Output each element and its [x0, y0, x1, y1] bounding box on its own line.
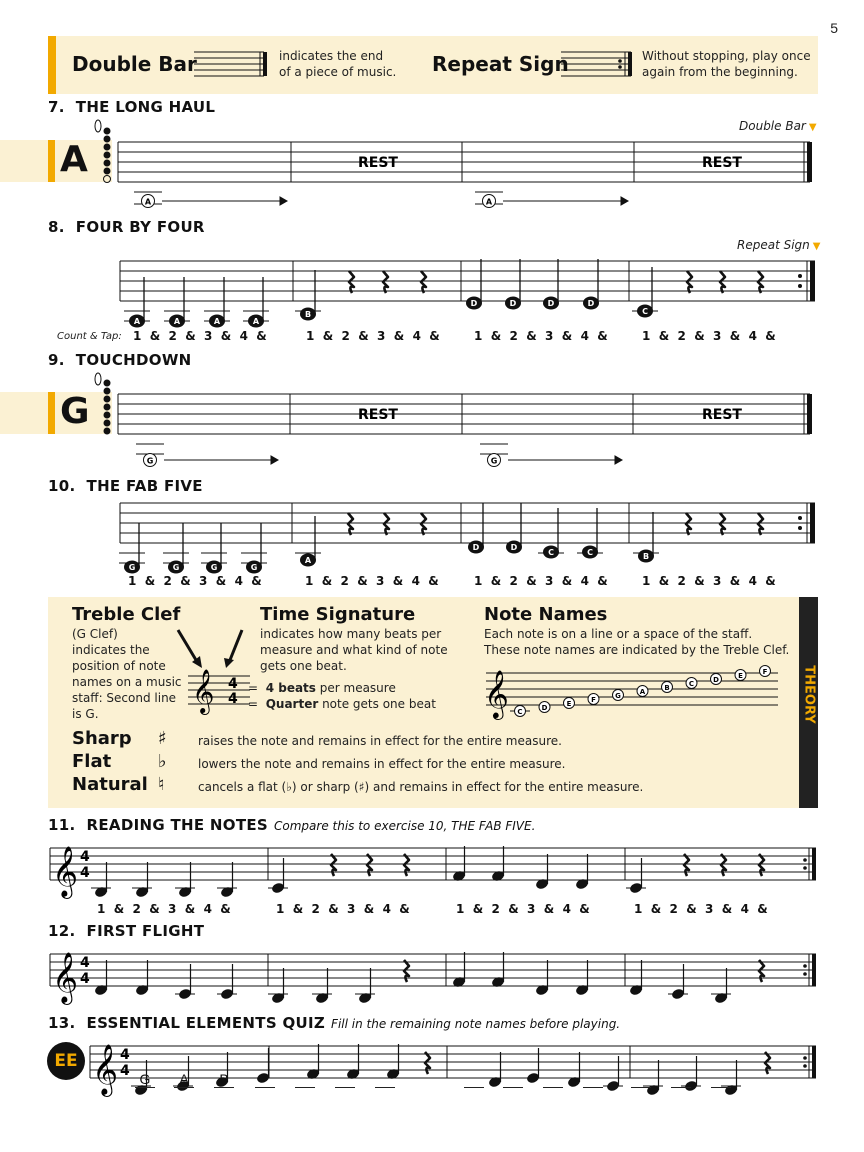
ex12svg-time-top: 4	[80, 955, 90, 971]
ex8-rest-5	[720, 271, 725, 293]
note-names-text: Each note is on a line or a space of the staff. These note names are indicated by the Treble Clef.	[484, 627, 790, 657]
quiz-blank-8[interactable]	[583, 1071, 603, 1088]
quiz-blank-6[interactable]	[503, 1071, 523, 1088]
ex8-note-7	[505, 259, 521, 310]
ex11svg-rest-2	[367, 854, 372, 876]
double-bar-marker: Double Bar ▼	[739, 119, 817, 133]
note-name-6	[637, 686, 648, 697]
ex8-rest-2	[383, 271, 388, 293]
svg-text:B: B	[304, 310, 312, 319]
note-names-heading: Note Names	[484, 604, 608, 625]
sharp-icon: ♯	[158, 728, 167, 749]
ex8-note-8	[543, 259, 559, 310]
exercise-8-staff	[110, 255, 820, 335]
ex12svg-clef-icon: 𝄞	[52, 952, 79, 1003]
ex11svg-note-10	[626, 858, 646, 894]
time-signature-text: indicates how many beats per measure and what kind of note gets one beat.	[260, 627, 448, 673]
ex12svg-note-13	[668, 964, 688, 1000]
ex9-rest-1: REST	[358, 407, 398, 423]
ex8-count-1: 1 & 2 & 3 & 4 &	[133, 329, 267, 343]
ex10-rest-6	[758, 513, 763, 535]
svg-text:A: A	[304, 556, 312, 565]
repeat-sign-marker: Repeat Sign ▼	[737, 238, 821, 252]
ex8-note-9	[583, 259, 599, 310]
ex7-accent	[48, 140, 55, 182]
svg-text:E: E	[566, 699, 572, 708]
svg-text:C: C	[548, 548, 554, 557]
ex13svg-note-9	[526, 1048, 540, 1084]
ex11svg-rest-6	[759, 854, 764, 876]
svg-text:D: D	[713, 675, 719, 684]
ex12svg-rest-2	[759, 960, 764, 982]
natural-label: Natural	[72, 774, 148, 795]
quiz-blank-1[interactable]	[255, 1071, 275, 1088]
ex11svg-time-top: 4	[80, 849, 90, 865]
ex11svg-clef-icon: 𝄞	[52, 846, 79, 897]
ex11-count-3: 1 & 2 & 3 & 4 &	[456, 902, 590, 916]
ex8-count-2: 1 & 2 & 3 & 4 &	[306, 329, 440, 343]
ex12svg-note-4	[217, 964, 237, 1000]
ex12svg-note-3	[175, 964, 195, 1000]
ex10-note-5	[295, 516, 321, 567]
ex8-rest-4	[687, 271, 692, 293]
flat-icon: ♭	[158, 751, 167, 772]
ex8-note-4	[243, 277, 269, 328]
svg-text:D: D	[470, 299, 478, 308]
svg-text:A: A	[639, 687, 646, 696]
svg-text:D: D	[472, 543, 480, 552]
ex7-rest-2: REST	[702, 155, 742, 171]
svg-text:G: G	[172, 563, 180, 572]
ex8-note-2	[164, 277, 190, 328]
ex11svg-rest-4	[684, 854, 689, 876]
svg-text:A: A	[213, 317, 221, 326]
svg-text:C: C	[642, 307, 648, 316]
quiz-blank-9[interactable]	[631, 1071, 651, 1088]
ex7-whole-note-2	[475, 192, 503, 208]
svg-text:G: G	[146, 456, 154, 466]
symbol-legend-bar	[48, 36, 818, 94]
fingering-chart	[95, 120, 111, 183]
ex10-count-2: 1 & 2 & 3 & 4 &	[305, 574, 439, 588]
note-names-clef-icon: 𝄞	[484, 669, 509, 718]
ex8-note-3	[204, 277, 230, 328]
note-name-3	[564, 698, 575, 709]
exercise-7-title: 7. THE LONG HAUL	[48, 98, 216, 116]
ex11svg-repeat-dot-1	[803, 858, 807, 862]
svg-text:A: A	[485, 197, 493, 207]
ex10-rest-5	[720, 513, 725, 535]
ex9-whole-note-1	[136, 444, 164, 467]
double-bar-symbol	[194, 50, 270, 80]
exercise-11-staff	[46, 838, 820, 900]
treble-clef-icon: 𝄞	[192, 669, 215, 713]
quiz-answer-3[interactable]: B	[214, 1071, 234, 1088]
sharp-label: Sharp	[72, 728, 132, 749]
ex13svg-time-bottom: 4	[120, 1063, 130, 1079]
time-signature-bottom-explain: = Quarter note gets one beat	[248, 697, 436, 711]
ex9-note-letter: G	[60, 391, 90, 432]
ex11svg-note-5	[268, 858, 288, 894]
treble-clef-text: (G Clef) indicates the position of note names on a music staff: Second line is G.	[72, 627, 182, 721]
note-name-7	[662, 682, 673, 693]
ex8-rest-1	[349, 271, 354, 293]
ex9-arrow-1	[164, 456, 278, 464]
ex7-arrow-1	[162, 197, 287, 205]
ex8-note-1	[124, 277, 150, 328]
double-bar-title: Double Bar	[72, 52, 197, 76]
time-signature-top-explain: = 4 beats per measure	[248, 681, 396, 695]
ex11-count-4: 1 & 2 & 3 & 4 &	[634, 902, 768, 916]
ex13svg-clef-icon: 𝄞	[92, 1044, 119, 1095]
ex10-note-10	[633, 512, 659, 563]
double-bar-description: indicates the end of a piece of music.	[279, 49, 397, 79]
svg-text:G: G	[128, 563, 136, 572]
theory-tab: THEORY	[799, 597, 818, 808]
svg-text:D: D	[547, 299, 555, 308]
svg-text:G: G	[250, 563, 258, 572]
exercise-8-title: 8. FOUR BY FOUR	[48, 218, 205, 236]
quiz-answer-1[interactable]: G	[135, 1071, 155, 1088]
note-name-8	[686, 678, 697, 689]
ex8-count-4: 1 & 2 & 3 & 4 &	[642, 329, 776, 343]
count-tap-label: Count & Tap:	[57, 331, 122, 342]
ex12svg-rest-1	[404, 960, 409, 982]
repeat-sign-title: Repeat Sign	[432, 52, 569, 76]
ex8-count-3: 1 & 2 & 3 & 4 &	[474, 329, 608, 343]
svg-text:G: G	[615, 691, 621, 700]
ex10-rest-2	[384, 513, 389, 535]
ex13svg-final-bar	[812, 1046, 816, 1078]
ex13svg-repeat-dot-1	[803, 1056, 807, 1060]
quiz-blank-10[interactable]	[671, 1071, 691, 1088]
ex8-note-10	[632, 267, 658, 318]
ex13svg-note-11	[603, 1056, 623, 1092]
ex11svg-time-bottom: 4	[80, 865, 90, 881]
quiz-blank-5[interactable]	[464, 1071, 484, 1088]
ex10-rest-4	[686, 513, 691, 535]
time-signature-heading: Time Signature	[260, 604, 416, 625]
ex7-rest-1: REST	[358, 155, 398, 171]
note-name-11	[760, 666, 771, 677]
svg-text:C: C	[517, 707, 523, 716]
ex10-note-4	[241, 523, 267, 574]
ex11svg-rest-1	[331, 854, 336, 876]
treble-clef-diagram	[170, 624, 250, 724]
quiz-blank-11[interactable]	[711, 1071, 731, 1088]
ex11-count-2: 1 & 2 & 3 & 4 &	[276, 902, 410, 916]
ex12svg-final-bar	[812, 954, 816, 986]
ex7-arrow-2	[503, 197, 628, 205]
time-sig-bottom: 4	[228, 691, 238, 707]
svg-text:G: G	[210, 563, 218, 572]
exercise-9-title: 9. TOUCHDOWN	[48, 351, 192, 369]
ex11svg-final-bar	[812, 848, 816, 880]
svg-text:C: C	[587, 548, 593, 557]
ex10-count-3: 1 & 2 & 3 & 4 &	[474, 574, 608, 588]
repeat-sign-description: Without stopping, play once again from the beginning.	[642, 49, 811, 79]
svg-text:G: G	[490, 456, 498, 466]
ex7-whole-note-1	[134, 192, 162, 208]
svg-text:F: F	[762, 667, 768, 676]
svg-text:A: A	[252, 317, 260, 326]
ex10-note-6	[468, 503, 484, 554]
svg-text:D: D	[509, 299, 517, 308]
ex10-count-1: 1 & 2 & 3 & 4 &	[128, 574, 262, 588]
natural-description: cancels a flat (♭) or sharp (♯) and remains in effect for the entire measure.	[198, 780, 644, 794]
essential-elements-logo: EE	[47, 1042, 85, 1080]
ex8-rest-3	[421, 271, 426, 293]
exercise-10-title: 10. THE FAB FIVE	[48, 477, 203, 495]
ex10-note-2	[163, 523, 189, 574]
ex8-note-6	[466, 259, 482, 310]
exercise-13-title: 13. ESSENTIAL ELEMENTS QUIZ Fill in the remaining note names before playing.	[48, 1014, 621, 1032]
quiz-blank-2[interactable]	[295, 1071, 315, 1088]
note-name-5	[613, 690, 624, 701]
svg-text:E: E	[738, 671, 743, 680]
svg-text:D: D	[510, 543, 518, 552]
ex11svg-repeat-dot-2	[803, 866, 807, 870]
exercise-10-staff	[110, 497, 820, 577]
exercise-12-title: 12. FIRST FLIGHT	[48, 922, 205, 940]
quiz-answer-2[interactable]: A	[174, 1071, 194, 1088]
ex13svg-rest-1	[425, 1052, 430, 1074]
page-number: 5	[830, 20, 838, 36]
ex7-note-letter: A	[60, 139, 88, 180]
exercise-11-title: 11. READING THE NOTES Compare this to exercise 10, THE FAB FIVE.	[48, 816, 536, 834]
ex8-note-5	[295, 270, 321, 321]
natural-icon: ♮	[158, 774, 165, 795]
svg-text:D: D	[587, 299, 595, 308]
note-name-2	[539, 702, 550, 713]
svg-text:D: D	[541, 703, 548, 712]
ex13svg-rest-2	[765, 1052, 770, 1074]
ex12svg-time-bottom: 4	[80, 971, 90, 987]
ex11svg-rest-3	[404, 854, 409, 876]
exercise-7-staff	[90, 118, 820, 218]
ex13svg-repeat-dot-2	[803, 1064, 807, 1068]
repeat-sign-symbol	[561, 50, 637, 80]
ex11-count-1: 1 & 2 & 3 & 4 &	[97, 902, 231, 916]
svg-text:B: B	[664, 683, 670, 692]
exercise-13-staff	[86, 1036, 820, 1098]
svg-text:A: A	[133, 317, 141, 326]
ex10-note-7	[506, 503, 522, 554]
ex10-rest-1	[348, 513, 353, 535]
ex9-whole-note-2	[480, 444, 508, 467]
ex9-accent	[48, 392, 55, 434]
ex10-note-1	[119, 523, 145, 574]
svg-text:A: A	[173, 317, 181, 326]
ex10-count-4: 1 & 2 & 3 & 4 &	[642, 574, 776, 588]
ex8-rest-6	[758, 271, 763, 293]
time-sig-top: 4	[228, 676, 238, 692]
note-names-staff	[482, 662, 782, 722]
exercise-9-staff	[90, 370, 820, 476]
ex10-rest-3	[421, 513, 426, 535]
note-name-1	[510, 706, 530, 717]
ex11svg-rest-5	[721, 854, 726, 876]
note-name-4	[588, 694, 599, 705]
note-name-10	[735, 670, 746, 681]
ex9-rest-2: REST	[702, 407, 742, 423]
ex12svg-repeat-dot-2	[803, 972, 807, 976]
accent-stripe	[48, 36, 56, 94]
ex12svg-repeat-dot-1	[803, 964, 807, 968]
sharp-description: raises the note and remains in effect for the entire measure.	[198, 734, 562, 748]
ex9-arrow-2	[508, 456, 622, 464]
svg-text:C: C	[688, 679, 695, 688]
quiz-blank-4[interactable]	[375, 1071, 395, 1088]
svg-text:B: B	[642, 552, 650, 561]
note-name-9	[711, 674, 722, 685]
ex10-note-3	[201, 523, 227, 574]
svg-text:F: F	[591, 695, 596, 704]
svg-text:A: A	[144, 197, 152, 207]
quiz-blank-3[interactable]	[335, 1071, 355, 1088]
flat-label: Flat	[72, 751, 112, 772]
treble-clef-heading: Treble Clef	[72, 604, 181, 625]
flat-description: lowers the note and remains in effect for the entire measure.	[198, 757, 566, 771]
quiz-blank-7[interactable]	[543, 1071, 563, 1088]
ex13svg-time-top: 4	[120, 1047, 130, 1063]
exercise-12-staff	[46, 944, 820, 1006]
